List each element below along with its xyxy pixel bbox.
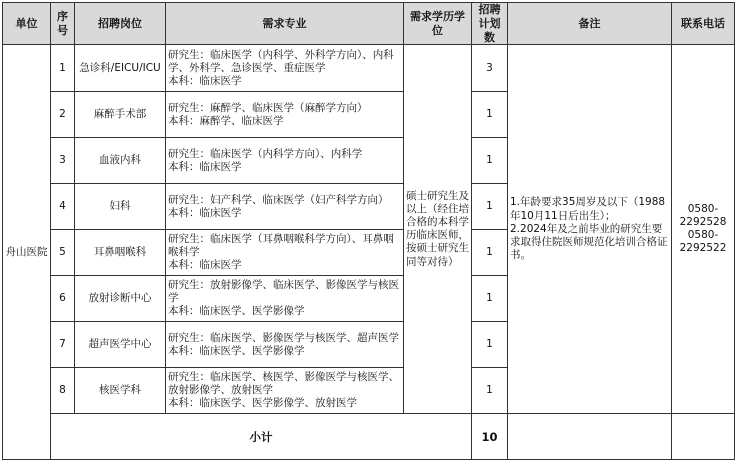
header-row bbox=[3, 3, 735, 45]
major-cell: 研究生：妇产科学、临床医学（妇产科学方向） 本科：临床医学 bbox=[166, 184, 404, 230]
header-major: 需求专业 bbox=[166, 3, 404, 45]
position-cell: 血液内科 bbox=[75, 138, 166, 184]
table-row bbox=[3, 45, 735, 92]
header-plan: 招聘计划数 bbox=[472, 3, 508, 45]
major-cell: 研究生：临床医学、核医学、影像医学与核医学、放射影像学、放射医学 本科：临床医学、医学影像学、放射医学 bbox=[166, 368, 404, 414]
major-cell: 研究生：临床医学（内科学方向）、内科学 本科：临床医学 bbox=[166, 138, 404, 184]
seq-cell: 1 bbox=[51, 45, 75, 92]
empty-cell bbox=[508, 414, 672, 460]
header-degree: 需求学历学位 bbox=[404, 3, 472, 45]
plan-cell: 1 bbox=[472, 368, 508, 414]
header-remarks: 备注 bbox=[508, 3, 672, 45]
seq-cell: 8 bbox=[51, 368, 75, 414]
position-cell: 麻醉手术部 bbox=[75, 92, 166, 138]
seq-cell: 6 bbox=[51, 276, 75, 322]
empty-cell bbox=[672, 414, 735, 460]
major-cell: 研究生：临床医学（内科学、外科学方向）、内科学、外科学、急诊医学、重症医学 本科：临床医学 bbox=[166, 45, 404, 92]
position-cell: 核医学科 bbox=[75, 368, 166, 414]
header-unit: 单位 bbox=[3, 3, 51, 45]
position-cell: 超声医学中心 bbox=[75, 322, 166, 368]
major-cell: 研究生：临床医学（耳鼻咽喉科学方向）、耳鼻咽喉科学 本科：临床医学 bbox=[166, 230, 404, 276]
unit-cell: 舟山医院 bbox=[3, 45, 51, 460]
plan-cell: 1 bbox=[472, 138, 508, 184]
plan-cell: 1 bbox=[472, 230, 508, 276]
plan-cell: 1 bbox=[472, 184, 508, 230]
major-cell: 研究生：麻醉学、临床医学（麻醉学方向） 本科：麻醉学、临床医学 bbox=[166, 92, 404, 138]
position-cell: 妇科 bbox=[75, 184, 166, 230]
phone-cell: 0580-2292528 0580-2292522 bbox=[672, 45, 735, 414]
major-cell: 研究生：放射影像学、临床医学、影像医学与核医学 本科：临床医学、医学影像学 bbox=[166, 276, 404, 322]
seq-cell: 5 bbox=[51, 230, 75, 276]
header-seq: 序号 bbox=[51, 3, 75, 45]
seq-cell: 4 bbox=[51, 184, 75, 230]
seq-cell: 2 bbox=[51, 92, 75, 138]
seq-cell: 3 bbox=[51, 138, 75, 184]
plan-cell: 1 bbox=[472, 276, 508, 322]
header-phone: 联系电话 bbox=[672, 3, 735, 45]
remarks-cell: 1.年龄要求35周岁及以下（1988年10月11日后出生）； 2.2024年及之前毕业的研究生要求取得住院医师规范化培训合格证书。 bbox=[508, 45, 672, 414]
seq-cell: 7 bbox=[51, 322, 75, 368]
position-cell: 急诊科/EICU/ICU bbox=[75, 45, 166, 92]
major-cell: 研究生：临床医学、影像医学与核医学、超声医学 本科：临床医学、医学影像学 bbox=[166, 322, 404, 368]
total-label: 小计 bbox=[51, 414, 472, 460]
plan-cell: 1 bbox=[472, 92, 508, 138]
recruitment-table bbox=[2, 2, 735, 460]
total-value: 10 bbox=[472, 414, 508, 460]
plan-cell: 3 bbox=[472, 45, 508, 92]
position-cell: 耳鼻咽喉科 bbox=[75, 230, 166, 276]
total-row bbox=[3, 414, 735, 460]
degree-cell: 硕士研究生及以上（经住培合格的本科学历临床医师，按硕士研究生同等对待） bbox=[404, 45, 472, 414]
plan-cell: 1 bbox=[472, 322, 508, 368]
position-cell: 放射诊断中心 bbox=[75, 276, 166, 322]
header-position: 招聘岗位 bbox=[75, 3, 166, 45]
